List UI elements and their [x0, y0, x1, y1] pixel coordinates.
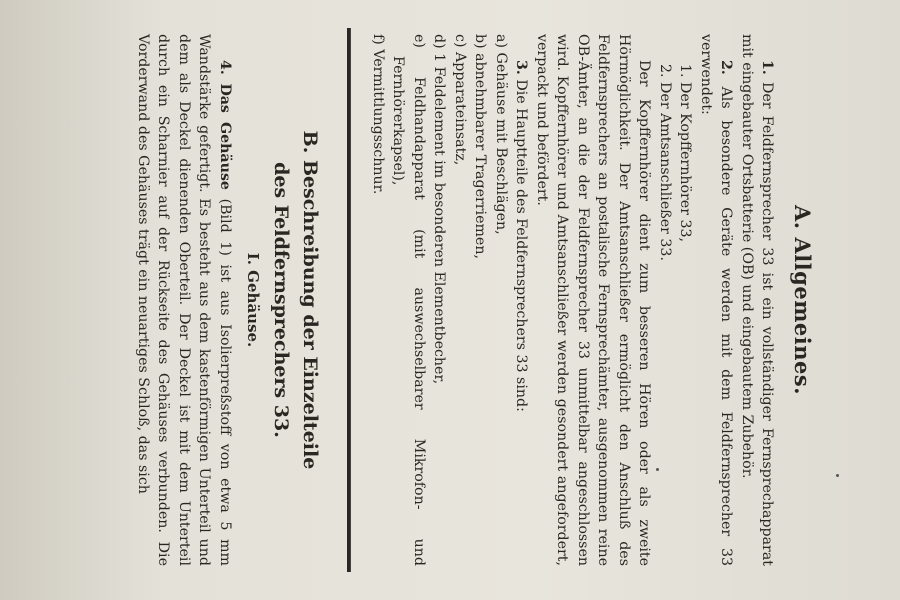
- paragraph-3-number: 3.: [513, 60, 530, 75]
- list-item: f) Vermittlungsschnur.: [370, 34, 386, 195]
- paragraph-4-text: (Bild 1) ist aus Isolierpreßstoff von etwa 5 mm Wandstärke gefertigt. Es besteht aus dem kastenförmigen Unterteil und dem als Deckel dienenden Oberteil. Der Deckel ist mit dem Unterteil durch ein Scharnier auf der Rückseite des Gehäuses verbunden. Die Vorderwand des Gehäuses trägt ein neuartiges Schloß, das sich: [135, 34, 233, 566]
- paragraph-4-lead: Das Gehäuse: [217, 83, 233, 190]
- paragraph-3-text: Die Hauptteile des Feldfernsprechers 33 sind:: [513, 79, 530, 412]
- paragraph-2-number: 2.: [718, 60, 735, 75]
- paragraph-3: [511, 34, 532, 566]
- paragraph-1-number: 1.: [759, 60, 776, 75]
- list-item: d) 1 Feldelement im besonderen Elementbecher,: [431, 34, 448, 385]
- paragraph-4: [133, 34, 236, 566]
- list-item: b) abnehmbarer Tragerriemen,: [472, 34, 489, 259]
- paragraph-4-number: 4.: [217, 60, 233, 75]
- paragraph-1-text: Der Feldfernsprecher 33 ist ein vollständiger Fernsprechapparat mit eingebauter Ortsbatterie (OB) und eingebautem Zubehör.: [739, 34, 776, 566]
- list-item: a) Gehäuse mit Beschlägen,: [493, 34, 509, 235]
- main-parts-list: [368, 34, 512, 566]
- list-item: e) Feldhandapparat (mit auswechselbarer Mikrofon- und Fernhörerkapsel),: [390, 34, 427, 566]
- section-a-heading: A. Allgemeines.: [790, 204, 815, 396]
- paragraph-2-body: Der Kopffernhörer dient zum besseren Hören oder als zweite Hörmöglichkeit. Der Amtsanschließer ermöglicht den Anschluß des Feldfernsprechers an postalische Fernsprechämter, ausgenommen reine OB-Ämter, an die der Feldfernsprecher 33 unmittelbar angeschlossen wird. Kopffernhörer und Amtsanschließer werden gesondert angefordert, verpackt und befördert.: [534, 34, 653, 566]
- paragraph-2-text: Als besondere Geräte werden mit dem Feldfernsprecher 33 verwendet:: [698, 34, 735, 566]
- section-b-heading-line1: B. Beschreibung der Einzelteile: [299, 130, 322, 470]
- list-item: c) Apparateinsatz,: [452, 34, 468, 166]
- paragraph-2: [696, 34, 737, 566]
- list-item: 2. Der Amtsanschließer 33.: [657, 64, 673, 261]
- device-list: [655, 64, 696, 566]
- list-item: 1. Der Kopffernhörer 33,: [677, 64, 694, 243]
- section-divider: [348, 28, 352, 572]
- section-b-heading-line2: des Feldfernsprechers 33.: [270, 162, 293, 438]
- paragraph-1: [737, 34, 778, 566]
- subsection-heading: I. Gehäuse.: [244, 252, 263, 348]
